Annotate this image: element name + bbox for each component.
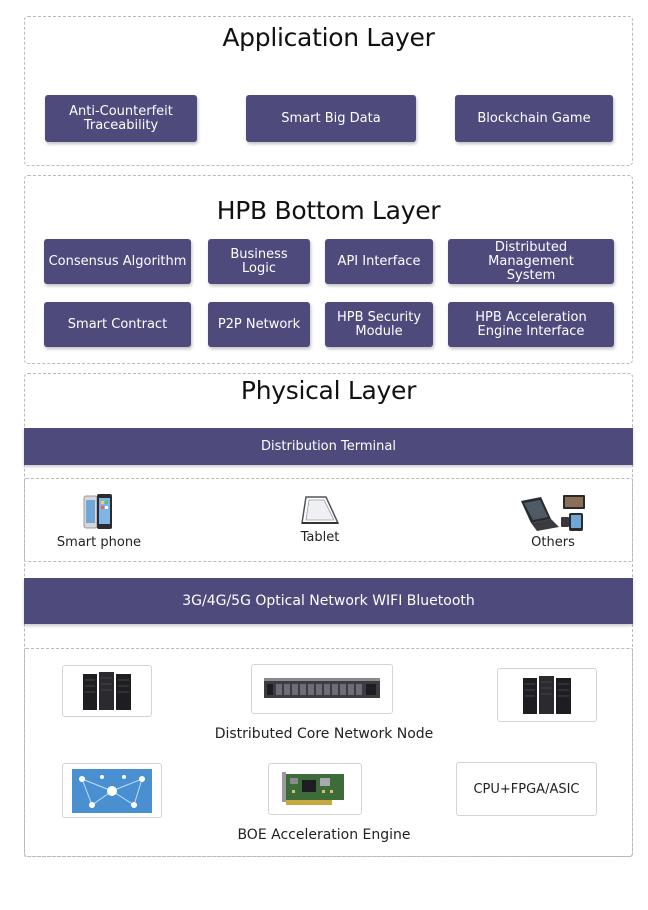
device-label-tablet: Tablet bbox=[300, 530, 340, 545]
app-box-traceability: Anti-Counterfeit Traceability bbox=[45, 95, 197, 142]
boe-acceleration-engine-label: BOE Acceleration Engine bbox=[237, 827, 411, 843]
tablet-icon bbox=[298, 495, 342, 527]
bottom-box-distributed-management: Distributed Management System bbox=[448, 239, 614, 284]
app-box-smart-big-data: Smart Big Data bbox=[246, 95, 416, 142]
device-smart-phone bbox=[44, 493, 154, 550]
server-thumb-right bbox=[497, 668, 597, 722]
server-thumb-center bbox=[251, 664, 393, 714]
circuit-board-thumb bbox=[268, 763, 362, 815]
application-layer-title: Application Layer bbox=[222, 23, 435, 52]
network-map-thumb bbox=[62, 763, 162, 818]
bottom-box-p2p-network: P2P Network bbox=[208, 302, 310, 347]
app-box-blockchain-game: Blockchain Game bbox=[455, 95, 613, 142]
bottom-box-smart-contract: Smart Contract bbox=[44, 302, 191, 347]
smartphone-icon bbox=[82, 493, 116, 531]
network-map-icon bbox=[72, 769, 152, 813]
core-network-node-label: Distributed Core Network Node bbox=[214, 726, 434, 742]
bottom-box-consensus: Consensus Algorithm bbox=[44, 239, 191, 284]
device-label-smart-phone: Smart phone bbox=[56, 535, 142, 550]
server-rack-icon bbox=[521, 674, 573, 716]
device-label-others: Others bbox=[531, 535, 575, 550]
bottom-box-security-module: HPB Security Module bbox=[325, 302, 433, 347]
physical-layer-title: Physical Layer bbox=[240, 376, 417, 405]
cpu-fpga-label: CPU+FPGA/ASIC bbox=[473, 781, 580, 797]
server-thumb-left bbox=[62, 665, 152, 717]
device-others bbox=[498, 493, 608, 550]
circuit-board-icon bbox=[280, 770, 350, 808]
bottom-box-api-interface: API Interface bbox=[325, 239, 433, 284]
bottom-box-business-logic: Business Logic bbox=[208, 239, 310, 284]
network-bar: 3G/4G/5G Optical Network WIFI Bluetooth bbox=[24, 578, 633, 624]
bottom-box-acceleration-interface: HPB Acceleration Engine Interface bbox=[448, 302, 614, 347]
server-blade-icon bbox=[262, 674, 382, 704]
distribution-terminal-bar: Distribution Terminal bbox=[24, 428, 633, 465]
application-layer-frame bbox=[24, 16, 633, 166]
laptop-devices-icon bbox=[517, 493, 589, 535]
server-rack-icon bbox=[81, 670, 133, 712]
cpu-fpga-box bbox=[456, 762, 597, 816]
bottom-layer-title: HPB Bottom Layer bbox=[216, 196, 441, 225]
device-tablet bbox=[270, 495, 370, 545]
